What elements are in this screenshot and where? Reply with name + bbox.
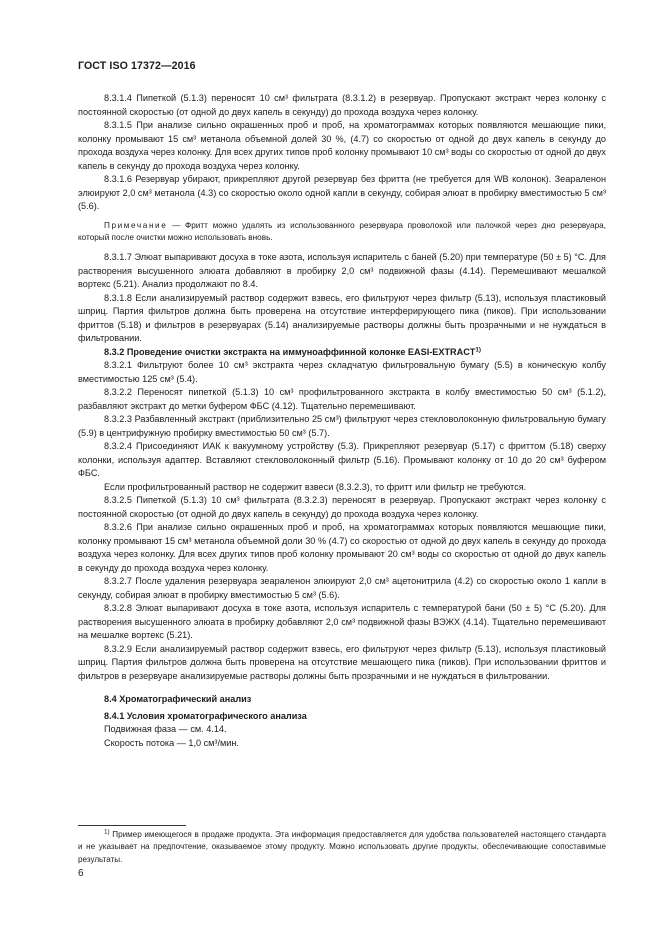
note-label: Примечание [104, 220, 168, 230]
document-header: ГОСТ ISO 17372—2016 [78, 60, 196, 72]
heading-8-4: 8.4 Хроматографический анализ [104, 694, 252, 705]
paragraph-8-3-2-4-note: Если профильтрованный раствор не содержит взвеси (8.3.2.3), то фритт или фильтр не требуются. [104, 481, 527, 492]
paragraph-8-3-2-7: 8.3.2.7 После удаления резервуара зеараленон элюируют 2,0 см³ ацетонитрила (4.2) со скоростью около 1 капли в секунду, собирая элюат в пробирку вместимостью 5 см³ (5.6). [78, 576, 606, 600]
paragraph-8-3-2-8: 8.3.2.8 Элюат выпаривают досуха в токе азота, используя испаритель с температурой бани (50 ± 5) °С (5.20). Для растворения высушенного элюата в пробирку добавляют 2,0 см³ подвижной фазы ВЭЖХ (4.14). Тщательно перемешивают на мешалке вортекс (5.21). [78, 603, 606, 641]
footnote-reference: 1) [475, 346, 481, 354]
footnote [78, 829, 606, 866]
paragraph-8-3-1-5: 8.3.1.5 При анализе сильно окрашенных проб и проб, на хроматограммах которых появляются мешающие пики, колонку промывают 15 см³ метанола объемной долей 30 %, (4.7) со скоростью от одной до двух капель в секунду до прохода воздуха через колонку. Для всех других типов проб колонку промывают 10 см³ воды со скоростью от одной до двух капель в секунду до прохода воздуха через колонку. [78, 120, 606, 171]
heading-8-4-1: 8.4.1 Условия хроматографического анализа [104, 710, 307, 721]
footnote-divider [78, 825, 186, 826]
paragraph-8-3-2-4: 8.3.2.4 Присоединяют ИАК к вакуумному устройству (5.3). Прикрепляют резервуар (5.17) с фриттом (5.18) сверху колонки, используя адаптер. Вставляют стекловолоконный фильтр (5.16). Промывают колонку от 10 до 20 см³ буфером ФБС. [78, 441, 606, 479]
flow-rate-line: Скорость потока — 1,0 см³/мин. [104, 737, 239, 748]
footnote-mark: 1) [104, 828, 110, 836]
paragraph-8-3-2-3: 8.3.2.3 Разбавленный экстракт (приблизительно 25 см³) фильтруют через стекловолоконную фильтровальную бумагу (5.9) в центрифужную пробирку вместимостью 50 см³ (5.7). [78, 414, 606, 438]
paragraph-8-3-1-6: 8.3.1.6 Резервуар убирают, прикрепляют другой резервуар без фритта (не требуется для WB колонок). Зеараленон элюируют 2,0 см³ метанола (4.3) со скоростью около одной капли в секунду, собирая элюат в пробирку вместимостью 5 см³ (5.6). [78, 174, 606, 211]
note [78, 220, 606, 246]
paragraph-8-3-2-9: 8.3.2.9 Если анализируемый раствор содержит взвесь, его фильтруют через фильтр (5.13), используя пластиковый шприц. Партия фильтров должна быть проверена на отсутствие мешающего пика (пиков). При использовании фриттов и фильтров в резервуаре анализируемые растворы должны быть прозрачными и не нуждаться в фильтровании. [78, 643, 606, 681]
paragraph-8-3-1-8: 8.3.1.8 Если анализируемый раствор содержит взвесь, его фильтруют через фильтр (5.13), используя пластиковый шприц. Партия фильтров должна быть проверена на отсутствие интерферирующего пика (пиков). При использовании фриттов (5.18) и фильтров в резервуарах (5.14) анализируемые растворы должны быть прозрачными и не нуждаться в фильтровании. [78, 292, 606, 344]
paragraph-8-3-2-6: 8.3.2.6 При анализе сильно окрашенных проб и проб, на хроматограммах которых появляются мешающие пики, колонку промывают 15 см³ метанола объемной доли 30 % (4.7) со скоростью от одной до двух капель в секунду до прохода воздуха через колонку. Для всех других типов проб колонку промывают 20 см³ воды со скоростью от одной до двух капель в секунду до прохода воздуха через колонку. [78, 522, 606, 573]
paragraph-8-3-1-7: 8.3.1.7 Элюат выпаривают досуха в токе азота, используя испаритель с баней (5.20) при температуре (50 ± 5) °С. Для растворения высушенного элюата добавляют в пробирку 2,0 см³ подвижной фазы (4.14). Перемешивают мешалкой вортекс (5.21). Анализ продолжают по 8.4. [78, 252, 606, 290]
heading-8-3-2 [78, 346, 606, 360]
note-text: — Фритт можно удалять из использованного резервуара проволокой или палочкой через дно резервуара, который после очистки можно использовать вновь. [78, 220, 606, 243]
footnote-text: Пример имеющегося в продаже продукта. Эта информация предоставляется для удобства пользователей настоящего стандарта и не указывает на предпочтение, оказываемое этому продукту. Можно использовать другие продукты, обеспечивающие сопоставимые результаты. [78, 830, 606, 864]
mobile-phase-line: Подвижная фаза — см. 4.14. [104, 724, 227, 735]
page-number: 6 [78, 868, 84, 879]
document-body [78, 92, 606, 750]
paragraph-8-3-1-4: 8.3.1.4 Пипеткой (5.1.3) переносят 10 см³ фильтрата (8.3.1.2) в резервуар. Пропускают экстракт через колонку с постоянной скоростью (от одной до двух капель в секунду) до прохода воздуха через колонку. [78, 93, 606, 117]
paragraph-8-3-2-2: 8.3.2.2 Переносят пипеткой (5.1.3) 10 см³ профильтрованного экстракта в колбу вместимостью 50 см³ (5.1.2), разбавляют экстракт до метки буфером ФБС (4.12). Тщательно перемешивают. [78, 387, 606, 411]
paragraph-8-3-2-1: 8.3.2.1 Фильтруют более 10 см³ экстракта через складчатую фильтровальную бумагу (5.5) в коническую колбу вместимостью 125 см³ (5.4). [78, 360, 606, 384]
heading-8-3-2-text: 8.3.2 Проведение очистки экстракта на иммуноаффинной колонке EASI-EXTRACT [104, 346, 476, 357]
paragraph-8-3-2-5: 8.3.2.5 Пипеткой (5.1.3) 10 см³ фильтрата (8.3.2.3) переносят в резервуар. Пропускают экстракт через колонку с постоянной скоростью (от одной до двух капель в секунду) до прохода воздуха через колонку. [78, 495, 606, 519]
